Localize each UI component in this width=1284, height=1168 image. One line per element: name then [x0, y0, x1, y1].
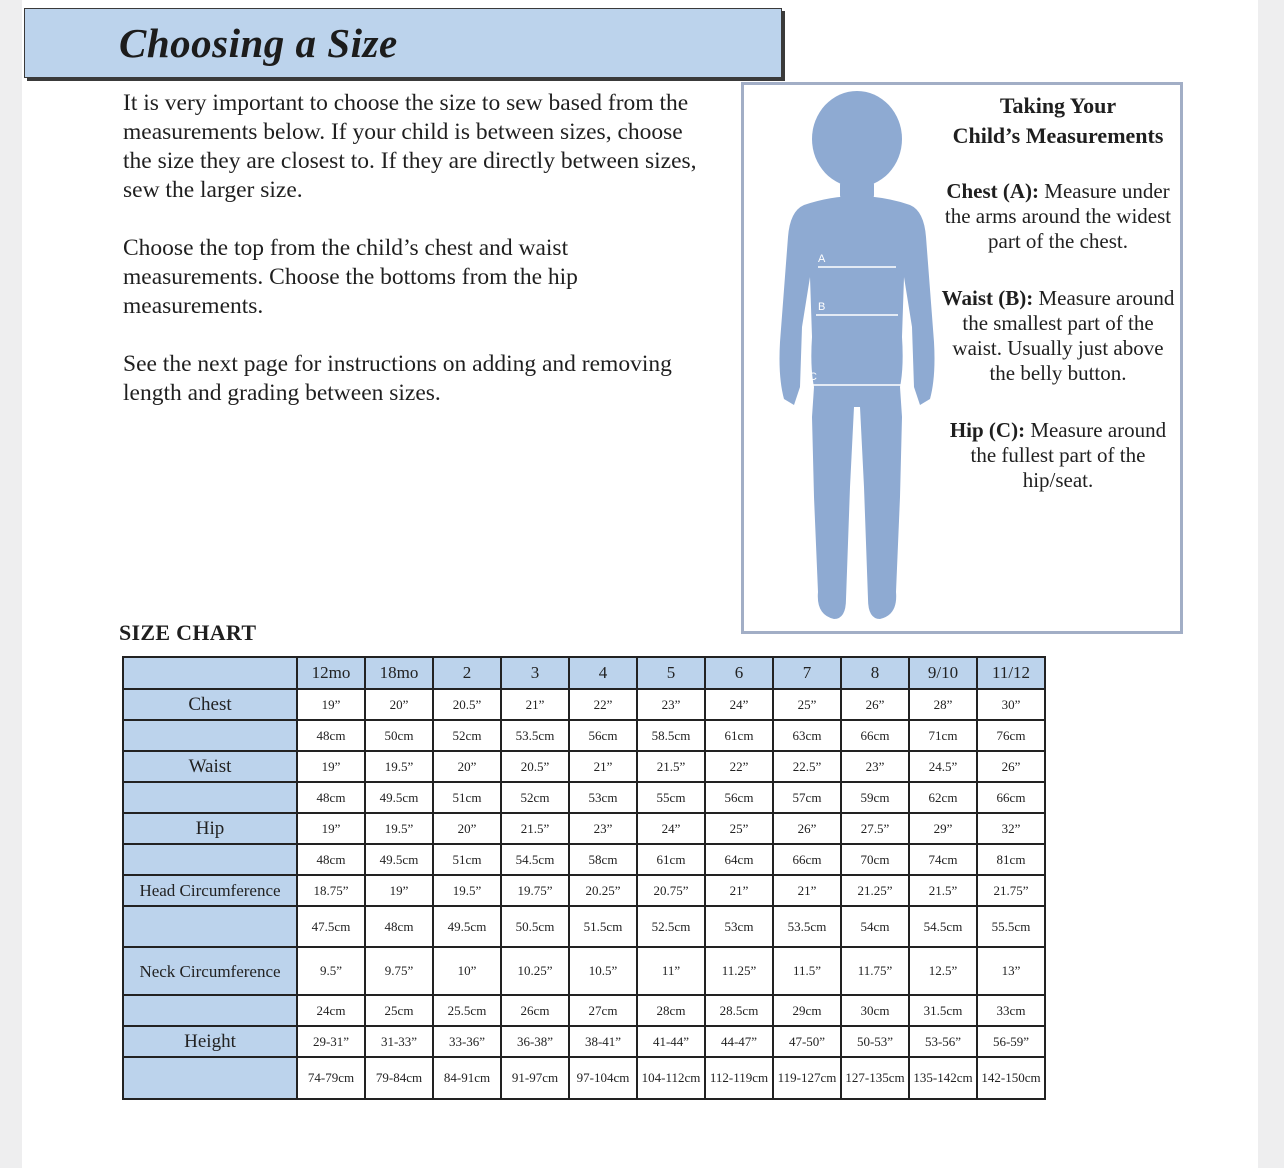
- table-cell: 66cm: [977, 782, 1045, 813]
- table-cell: 48cm: [297, 720, 365, 751]
- table-cell: 26”: [977, 751, 1045, 782]
- table-cell: 10”: [433, 947, 501, 995]
- table-cell: 23”: [569, 813, 637, 844]
- table-cell: 112-119cm: [705, 1057, 773, 1099]
- table-cell: 11.5”: [773, 947, 841, 995]
- table-cell: 52cm: [433, 720, 501, 751]
- table-cell: 41-44”: [637, 1026, 705, 1057]
- table-cell: 19.5”: [365, 813, 433, 844]
- table-row: [123, 1057, 1045, 1099]
- table-row: [123, 875, 1045, 906]
- measurement-heading: [940, 91, 1176, 151]
- marker-b: B: [818, 301, 826, 313]
- page-title: Choosing a Size: [119, 20, 398, 66]
- table-cell: 49.5cm: [365, 782, 433, 813]
- chest-label: Chest (A):: [946, 179, 1040, 203]
- table-cell: 11.75”: [841, 947, 909, 995]
- table-cell: 27.5”: [841, 813, 909, 844]
- title-banner: [24, 8, 782, 78]
- table-cell: 57cm: [773, 782, 841, 813]
- table-cell: 52cm: [501, 782, 569, 813]
- table-cell: 19”: [365, 875, 433, 906]
- table-cell: 24.5”: [909, 751, 977, 782]
- intro-paragraph-3: See the next page for instructions on adding and removing length and grading between sizes.: [123, 351, 672, 406]
- table-cell: 104-112cm: [637, 1057, 705, 1099]
- table-cell: 28cm: [637, 995, 705, 1026]
- row-label: [123, 720, 297, 751]
- waist-label: Waist (B):: [941, 286, 1034, 310]
- table-cell: 70cm: [841, 844, 909, 875]
- table-cell: 31.5cm: [909, 995, 977, 1026]
- row-label: [123, 782, 297, 813]
- size-header-cell: 4: [569, 657, 637, 689]
- table-cell: 24cm: [297, 995, 365, 1026]
- table-row: [123, 844, 1045, 875]
- table-cell: 53-56”: [909, 1026, 977, 1057]
- intro-paragraph-2: Choose the top from the child’s chest and waist measurements. Choose the bottoms from the hip measurements.: [123, 235, 578, 319]
- table-cell: 66cm: [773, 844, 841, 875]
- page: [22, 0, 1258, 1168]
- size-header-cell: 3: [501, 657, 569, 689]
- table-cell: 56cm: [569, 720, 637, 751]
- table-row: [123, 947, 1045, 995]
- table-cell: 50-53”: [841, 1026, 909, 1057]
- table-cell: 38-41”: [569, 1026, 637, 1057]
- table-cell: 13”: [977, 947, 1045, 995]
- child-silhouette-figure: [752, 87, 962, 627]
- size-header-cell: 12mo: [297, 657, 365, 689]
- size-header-cell: 5: [637, 657, 705, 689]
- table-cell: 33cm: [977, 995, 1045, 1026]
- table-cell: 142-150cm: [977, 1057, 1045, 1099]
- table-cell: 21”: [501, 689, 569, 720]
- table-cell: 22”: [569, 689, 637, 720]
- table-cell: 56cm: [705, 782, 773, 813]
- table-cell: 47-50”: [773, 1026, 841, 1057]
- table-cell: 53cm: [569, 782, 637, 813]
- marker-c: C: [809, 371, 817, 383]
- table-cell: 30”: [977, 689, 1045, 720]
- table-cell: 48cm: [297, 844, 365, 875]
- table-cell: 26cm: [501, 995, 569, 1026]
- table-cell: 53.5cm: [773, 906, 841, 947]
- table-cell: 21.25”: [841, 875, 909, 906]
- row-label: [123, 906, 297, 947]
- hip-label: Hip (C):: [949, 418, 1026, 442]
- hip-instruction: [940, 418, 1176, 493]
- table-cell: 20.5”: [433, 689, 501, 720]
- table-cell: 49.5cm: [365, 844, 433, 875]
- table-cell: 51cm: [433, 782, 501, 813]
- table-cell: 91-97cm: [501, 1057, 569, 1099]
- table-cell: 9.75”: [365, 947, 433, 995]
- table-cell: 28”: [909, 689, 977, 720]
- table-cell: 74cm: [909, 844, 977, 875]
- table-row: [123, 689, 1045, 720]
- table-cell: 21”: [705, 875, 773, 906]
- table-cell: 36-38”: [501, 1026, 569, 1057]
- table-cell: 21.5”: [909, 875, 977, 906]
- table-cell: 21”: [773, 875, 841, 906]
- table-cell: 97-104cm: [569, 1057, 637, 1099]
- table-cell: 10.25”: [501, 947, 569, 995]
- table-cell: 71cm: [909, 720, 977, 751]
- table-cell: 28.5cm: [705, 995, 773, 1026]
- table-cell: 21.5”: [501, 813, 569, 844]
- table-cell: 27cm: [569, 995, 637, 1026]
- table-cell: 32”: [977, 813, 1045, 844]
- row-label: [123, 995, 297, 1026]
- measurement-instructions: [940, 91, 1176, 517]
- row-label: Head Circumference: [123, 875, 297, 906]
- table-cell: 18.75”: [297, 875, 365, 906]
- table-cell: 81cm: [977, 844, 1045, 875]
- table-cell: 19.5”: [365, 751, 433, 782]
- table-cell: 29-31”: [297, 1026, 365, 1057]
- table-cell: 53cm: [705, 906, 773, 947]
- table-row: [123, 720, 1045, 751]
- table-cell: 48cm: [297, 782, 365, 813]
- table-row: [123, 751, 1045, 782]
- table-cell: 22.5”: [773, 751, 841, 782]
- table-cell: 58cm: [569, 844, 637, 875]
- table-cell: 9.5”: [297, 947, 365, 995]
- table-cell: 10.5”: [569, 947, 637, 995]
- table-cell: 51cm: [433, 844, 501, 875]
- table-cell: 49.5cm: [433, 906, 501, 947]
- table-cell: 79-84cm: [365, 1057, 433, 1099]
- table-cell: 22”: [705, 751, 773, 782]
- table-cell: 20.25”: [569, 875, 637, 906]
- table-cell: 61cm: [705, 720, 773, 751]
- size-header-cell: 9/10: [909, 657, 977, 689]
- table-cell: 64cm: [705, 844, 773, 875]
- table-cell: 54.5cm: [909, 906, 977, 947]
- table-cell: 74-79cm: [297, 1057, 365, 1099]
- table-cell: 135-142cm: [909, 1057, 977, 1099]
- table-cell: 12.5”: [909, 947, 977, 995]
- size-chart-title: SIZE CHART: [119, 620, 257, 645]
- table-cell: 58.5cm: [637, 720, 705, 751]
- table-cell: 24”: [705, 689, 773, 720]
- table-cell: 25cm: [365, 995, 433, 1026]
- table-cell: 26”: [773, 813, 841, 844]
- measurement-guide: [741, 82, 1183, 634]
- table-cell: 47.5cm: [297, 906, 365, 947]
- waist-text: Measure around the smallest part of the waist. Usually just above the belly button.: [952, 286, 1175, 385]
- table-cell: 51.5cm: [569, 906, 637, 947]
- intro-text: [123, 89, 713, 437]
- table-cell: 48cm: [365, 906, 433, 947]
- table-cell: 59cm: [841, 782, 909, 813]
- table-cell: 119-127cm: [773, 1057, 841, 1099]
- table-cell: 20.5”: [501, 751, 569, 782]
- table-cell: 63cm: [773, 720, 841, 751]
- row-label: Chest: [123, 689, 297, 720]
- table-row: [123, 906, 1045, 947]
- table-cell: 19.5”: [433, 875, 501, 906]
- table-cell: 11.25”: [705, 947, 773, 995]
- table-row: [123, 813, 1045, 844]
- table-cell: 54cm: [841, 906, 909, 947]
- table-cell: 19.75”: [501, 875, 569, 906]
- table-cell: 31-33”: [365, 1026, 433, 1057]
- table-cell: 30cm: [841, 995, 909, 1026]
- row-label: [123, 1057, 297, 1099]
- row-label: Neck Circumference: [123, 947, 297, 995]
- table-cell: 66cm: [841, 720, 909, 751]
- table-row: [123, 1026, 1045, 1057]
- table-cell: 55.5cm: [977, 906, 1045, 947]
- size-header-cell: 7: [773, 657, 841, 689]
- table-cell: 62cm: [909, 782, 977, 813]
- size-chart-table: [122, 656, 1046, 1100]
- table-cell: 52.5cm: [637, 906, 705, 947]
- size-header-cell: 2: [433, 657, 501, 689]
- table-cell: 24”: [637, 813, 705, 844]
- table-cell: 19”: [297, 751, 365, 782]
- table-corner: [123, 657, 297, 689]
- table-cell: 20”: [365, 689, 433, 720]
- hip-text: Measure around the fullest part of the hip/seat.: [970, 418, 1167, 492]
- table-cell: 21.75”: [977, 875, 1045, 906]
- table-row: [123, 782, 1045, 813]
- table-cell: 50.5cm: [501, 906, 569, 947]
- table-cell: 25”: [705, 813, 773, 844]
- table-cell: 20”: [433, 813, 501, 844]
- table-cell: 21.5”: [637, 751, 705, 782]
- table-cell: 20.75”: [637, 875, 705, 906]
- table-cell: 20”: [433, 751, 501, 782]
- size-header-cell: 11/12: [977, 657, 1045, 689]
- size-header-cell: 8: [841, 657, 909, 689]
- table-cell: 29cm: [773, 995, 841, 1026]
- table-cell: 25.5cm: [433, 995, 501, 1026]
- table-cell: 11”: [637, 947, 705, 995]
- row-label: Hip: [123, 813, 297, 844]
- table-cell: 23”: [841, 751, 909, 782]
- table-cell: 21”: [569, 751, 637, 782]
- table-cell: 127-135cm: [841, 1057, 909, 1099]
- row-label: [123, 844, 297, 875]
- table-cell: 53.5cm: [501, 720, 569, 751]
- table-cell: 61cm: [637, 844, 705, 875]
- table-cell: 54.5cm: [501, 844, 569, 875]
- table-cell: 76cm: [977, 720, 1045, 751]
- table-row: [123, 995, 1045, 1026]
- table-cell: 55cm: [637, 782, 705, 813]
- heading-line-1: Taking Your: [999, 93, 1117, 118]
- table-cell: 26”: [841, 689, 909, 720]
- table-cell: 84-91cm: [433, 1057, 501, 1099]
- table-cell: 44-47”: [705, 1026, 773, 1057]
- table-cell: 56-59”: [977, 1026, 1045, 1057]
- table-cell: 33-36”: [433, 1026, 501, 1057]
- table-cell: 19”: [297, 689, 365, 720]
- intro-paragraph-1: It is very important to choose the size to sew based from the measurements below. If your child is between sizes, choose the size they are closest to. If they are directly between sizes, sew the larger size.: [123, 90, 697, 203]
- table-cell: 50cm: [365, 720, 433, 751]
- row-label: Height: [123, 1026, 297, 1057]
- size-header-cell: 6: [705, 657, 773, 689]
- chest-instruction: [940, 179, 1176, 254]
- table-cell: 29”: [909, 813, 977, 844]
- heading-line-2: Child’s Measurements: [952, 123, 1164, 148]
- size-header-cell: 18mo: [365, 657, 433, 689]
- waist-instruction: [940, 286, 1176, 386]
- chest-text: Measure under the arms around the widest part of the chest.: [944, 179, 1172, 253]
- table-cell: 23”: [637, 689, 705, 720]
- table-cell: 25”: [773, 689, 841, 720]
- row-label: Waist: [123, 751, 297, 782]
- table-cell: 19”: [297, 813, 365, 844]
- marker-a: A: [818, 253, 826, 265]
- size-header-row: [123, 657, 1045, 689]
